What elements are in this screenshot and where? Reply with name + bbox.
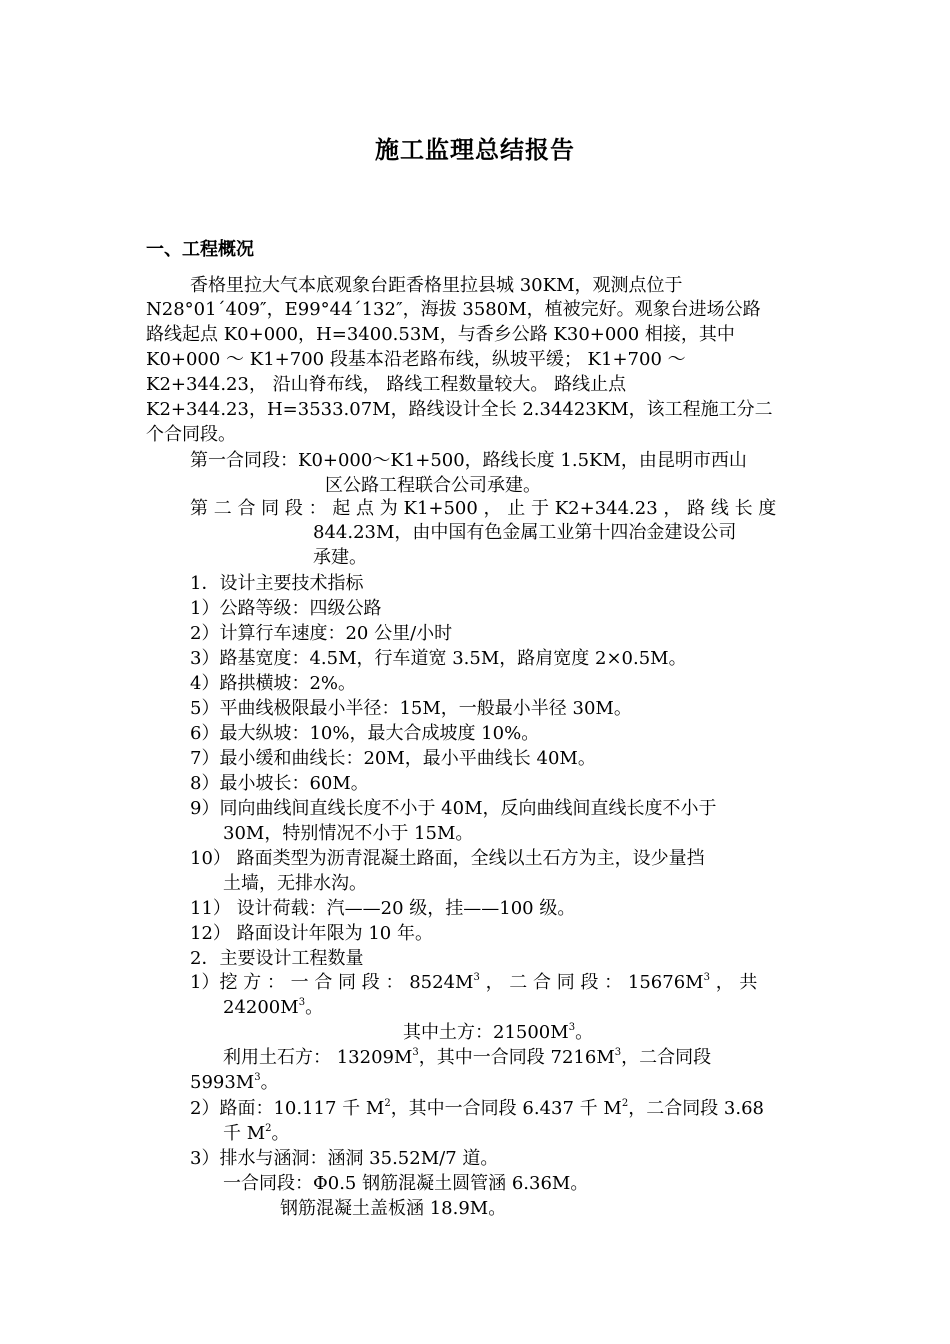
tech-item: 1）公路等级：四级公路	[190, 598, 382, 619]
drainage-line: 钢筋混凝土盖板涵 18.9M。	[280, 1198, 507, 1219]
overview-line: 香格里拉大气本底观象台距香格里拉县城 30KM，观测点位于	[190, 275, 683, 296]
pavement-line: 2）路面：10.117 千 $M^2$，其中一合同段 6.437 千 $M^2$，二合同段 3.68	[190, 1098, 765, 1119]
overview-line: K0+000 ～ K1+700 段基本沿老路布线，纵坡平缓； K1+700 ～	[146, 349, 686, 370]
excavation-line: $24200M^3$。	[223, 997, 324, 1018]
overview-line: K2+344.23， 沿山脊布线， 路线工程数量较大。 路线止点	[146, 374, 627, 395]
section-heading: 一、工程概况	[146, 239, 254, 260]
tech-item: 6）最大纵坡：10%，最大合成坡度 10%。	[190, 723, 540, 744]
drainage-line: 3）排水与涵洞：涵洞 35.52M/7 道。	[190, 1148, 499, 1169]
tech-item: 12） 路面设计年限为 10 年。	[190, 923, 433, 944]
overview-line: 个合同段。	[146, 424, 236, 445]
tech-item: 4）路拱横坡：2%。	[190, 673, 357, 694]
overview-line: K2+344.23，H=3533.07M，路线设计全长 2.34423KM，该工程施工分二	[146, 399, 773, 420]
drainage-line: 一合同段：Φ0.5 钢筋混凝土圆管涵 6.36M。	[223, 1173, 589, 1194]
contract-2-line: 承建。	[313, 547, 367, 568]
tech-item: 7）最小缓和曲线长：20M，最小平曲线长 40M。	[190, 748, 596, 769]
earthwork-line: 其中土方：$21500M^3$。	[403, 1022, 594, 1043]
tech-item: 11） 设计荷载：汽——20 级，挂——100 级。	[190, 898, 576, 919]
contract-2-line: 第 二 合 同 段 ： 起 点 为 K1+500 ， 止 于 K2+344.23 ， 路 线 长 度	[190, 498, 777, 519]
tech-item: 3）路基宽度：4.5M，行车道宽 3.5M，路肩宽度 2×0.5M。	[190, 648, 687, 669]
subsection-heading: 1．设计主要技术指标	[190, 573, 364, 594]
overview-line: 路线起点 K0+000，H=3400.53M，与香乡公路 K30+000 相接，其中	[146, 324, 735, 345]
tech-item: 10） 路面类型为沥青混凝土路面，全线以土石方为主，设少量挡	[190, 848, 705, 869]
contract-2-line: 844.23M，由中国有色金属工业第十四冶金建设公司	[313, 522, 737, 543]
overview-line: N28°01´409″，E99°44´132″，海拔 3580M，植被完好。观象台进场公路	[146, 299, 761, 320]
subsection-heading: 2．主要设计工程数量	[190, 948, 364, 969]
tech-item: 9）同向曲线间直线长度不小于 40M，反向曲线间直线长度不小于	[190, 798, 717, 819]
pavement-line: 千 $M^2$。	[223, 1123, 290, 1144]
excavation-line: 1）挖 方 ： 一 合 同 段 ： $8524M^3$ ， 二 合 同 段 ： $15676M^3$ ， 共	[190, 972, 758, 993]
earthwork-line: 利用土石方： $13209M^3$，其中一合同段 $7216M^3$，二合同段	[223, 1047, 712, 1068]
contract-1-line: 区公路工程联合公司承建。	[325, 475, 541, 496]
tech-item: 2）计算行车速度：20 公里/小时	[190, 623, 453, 644]
tech-item: 土墙，无排水沟。	[223, 873, 367, 894]
tech-item: 8）最小坡长：60M。	[190, 773, 369, 794]
page-title: 施工监理总结报告	[375, 136, 575, 164]
contract-1-line: 第一合同段：K0+000～K1+500，路线长度 1.5KM，由昆明市西山	[190, 450, 747, 471]
earthwork-line: $5993M^3$。	[190, 1072, 279, 1093]
tech-item: 5）平曲线极限最小半径：15M，一般最小半径 30M。	[190, 698, 632, 719]
tech-item: 30M，特别情况不小于 15M。	[223, 823, 474, 844]
